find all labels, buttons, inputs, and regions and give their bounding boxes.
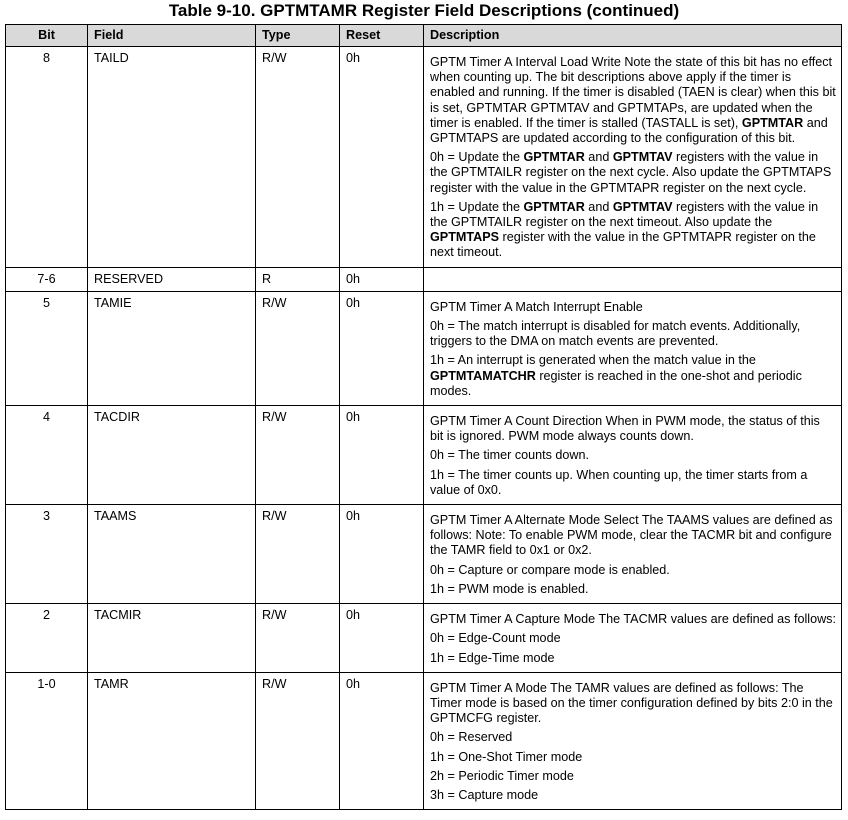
cell-reset: 0h	[340, 47, 424, 268]
description-paragraph	[430, 631, 836, 646]
description-text: 1h = PWM mode is enabled.	[430, 581, 589, 596]
description-text: register with the value in the GPTMTAPR register on the next timeout.	[430, 230, 816, 260]
cell-bit: 8	[6, 47, 88, 268]
cell-reset: 0h	[340, 406, 424, 505]
cell-reset: 0h	[340, 267, 424, 291]
register-name: GPTMTAV	[612, 150, 673, 165]
description-paragraph	[430, 563, 836, 578]
description-paragraph	[430, 468, 836, 498]
cell-reset: 0h	[340, 604, 424, 673]
description-text: and GPTMTAPS are updated according to the configuration of this bit.	[430, 115, 828, 146]
table-row	[6, 604, 842, 673]
cell-reset: 0h	[340, 672, 424, 809]
cell-field: TAMR	[88, 672, 256, 809]
description-text: 1h = Update the	[430, 199, 524, 214]
description-text: 1h = Edge-Time mode	[430, 650, 555, 665]
description-paragraph	[430, 750, 836, 765]
description-paragraph	[430, 769, 836, 784]
description-text: GPTM Timer A Match Interrupt Enable	[430, 299, 643, 314]
description-text: GPTM Timer A Capture Mode The TACMR values are defined as follows:	[430, 612, 836, 627]
description-text: GPTM Timer A Interval Load Write Note the state of this bit has no effect when counting up. The bit descriptions above apply if the timer is enabled and running. If the timer is disabled (TAEN is clear) when this bit is set, GPTMTAR GPTMTAV and GPTMTAPs, are updated when the timer is enabled. If the timer is stalled (TASTALL is set),	[430, 55, 836, 130]
table-row	[6, 406, 842, 505]
cell-field: TACMIR	[88, 604, 256, 673]
description-text: 1h = One-Shot Timer mode	[430, 749, 583, 764]
cell-type: R	[256, 267, 340, 291]
description-paragraph	[430, 681, 836, 727]
cell-description	[424, 604, 842, 673]
description-text: and	[584, 199, 613, 214]
cell-description	[424, 47, 842, 268]
description-text: and	[584, 150, 613, 165]
description-text: GPTM Timer A Count Direction When in PWM mode, the status of this bit is ignored. PWM mode always counts down.	[430, 414, 820, 444]
description-paragraph	[430, 150, 836, 196]
cell-type: R/W	[256, 505, 340, 604]
cell-reset: 0h	[340, 291, 424, 405]
description-paragraph	[430, 730, 836, 745]
cell-bit: 1-0	[6, 672, 88, 809]
description-paragraph	[430, 414, 836, 444]
description-paragraph	[430, 200, 836, 261]
description-text: 0h = Edge-Count mode	[430, 631, 561, 646]
description-paragraph	[430, 353, 836, 399]
header-row	[6, 25, 842, 47]
cell-description	[424, 291, 842, 405]
cell-description	[424, 406, 842, 505]
register-name: GPTMTAR	[523, 150, 585, 165]
cell-bit: 5	[6, 291, 88, 405]
description-paragraph	[430, 513, 836, 559]
cell-description	[424, 267, 842, 291]
description-text: register is reached in the one-shot and periodic modes.	[430, 368, 802, 398]
description-text: 0h = Update the	[430, 150, 524, 165]
cell-bit: 2	[6, 604, 88, 673]
description-paragraph	[430, 788, 836, 803]
cell-field: TAILD	[88, 47, 256, 268]
table-row	[6, 505, 842, 604]
register-name: GPTMTAV	[612, 199, 673, 214]
description-text: 0h = The match interrupt is disabled for match events. Additionally, triggers to the DMA on match events are prevented.	[430, 319, 801, 349]
cell-bit: 3	[6, 505, 88, 604]
description-text: 1h = An interrupt is generated when the match value in the	[430, 353, 756, 368]
cell-field: TAAMS	[88, 505, 256, 604]
header-description: Description	[424, 25, 842, 47]
header-reset: Reset	[340, 25, 424, 47]
cell-field: TACDIR	[88, 406, 256, 505]
description-paragraph	[430, 651, 836, 666]
cell-reset: 0h	[340, 505, 424, 604]
description-paragraph	[430, 582, 836, 597]
table-body	[6, 47, 842, 810]
table-row	[6, 47, 842, 268]
register-name: GPTMTAR	[741, 115, 804, 130]
description-paragraph	[430, 612, 836, 627]
cell-bit: 4	[6, 406, 88, 505]
description-text: GPTM Timer A Alternate Mode Select The TAAMS values are defined as follows: Note: To enable PWM mode, clear the TACMR bit and configure the TAMR field to 0x1 or 0x2.	[430, 513, 833, 558]
description-text: GPTM Timer A Mode The TAMR values are defined as follows: The Timer mode is based on the timer configuration defined by bits 2:0 in the GPTMCFG register.	[430, 680, 833, 726]
cell-type: R/W	[256, 291, 340, 405]
cell-description	[424, 672, 842, 809]
cell-type: R/W	[256, 672, 340, 809]
cell-type: R/W	[256, 604, 340, 673]
header-bit: Bit	[6, 25, 88, 47]
description-text: 2h = Periodic Timer mode	[430, 768, 574, 783]
cell-type: R/W	[256, 406, 340, 505]
register-name: GPTMTAMATCHR	[430, 368, 536, 383]
table-row	[6, 672, 842, 809]
register-field-table	[5, 24, 842, 810]
cell-description	[424, 505, 842, 604]
cell-field: TAMIE	[88, 291, 256, 405]
cell-type: R/W	[256, 47, 340, 268]
description-paragraph	[430, 448, 836, 463]
description-paragraph	[430, 319, 836, 349]
description-text: registers with the value in the GPTMTAILR register on the next timeout. Also update the	[430, 199, 819, 230]
header-type: Type	[256, 25, 340, 47]
description-text: 0h = Capture or compare mode is enabled.	[430, 562, 670, 577]
cell-field: RESERVED	[88, 267, 256, 291]
description-text: 0h = Reserved	[430, 730, 513, 745]
table-row	[6, 291, 842, 405]
description-paragraph	[430, 300, 836, 315]
description-text: 1h = The timer counts up. When counting up, the timer starts from a value of 0x0.	[430, 467, 808, 497]
register-name: GPTMTAR	[523, 199, 585, 214]
table-title: Table 9-10. GPTMTAMR Register Field Descriptions (continued)	[168, 1, 680, 20]
header-field: Field	[88, 25, 256, 47]
cell-bit: 7-6	[6, 267, 88, 291]
register-name: GPTMTAPS	[430, 230, 500, 245]
description-text: registers with the value in the GPTMTAILR register on the next cycle. Also update the GPTMTAPS register with the value in the GPTMTAPR register on the next cycle.	[430, 150, 832, 195]
description-paragraph	[430, 55, 836, 146]
description-text: 0h = The timer counts down.	[430, 448, 590, 463]
description-text: 3h = Capture mode	[430, 787, 539, 802]
table-row	[6, 267, 842, 291]
